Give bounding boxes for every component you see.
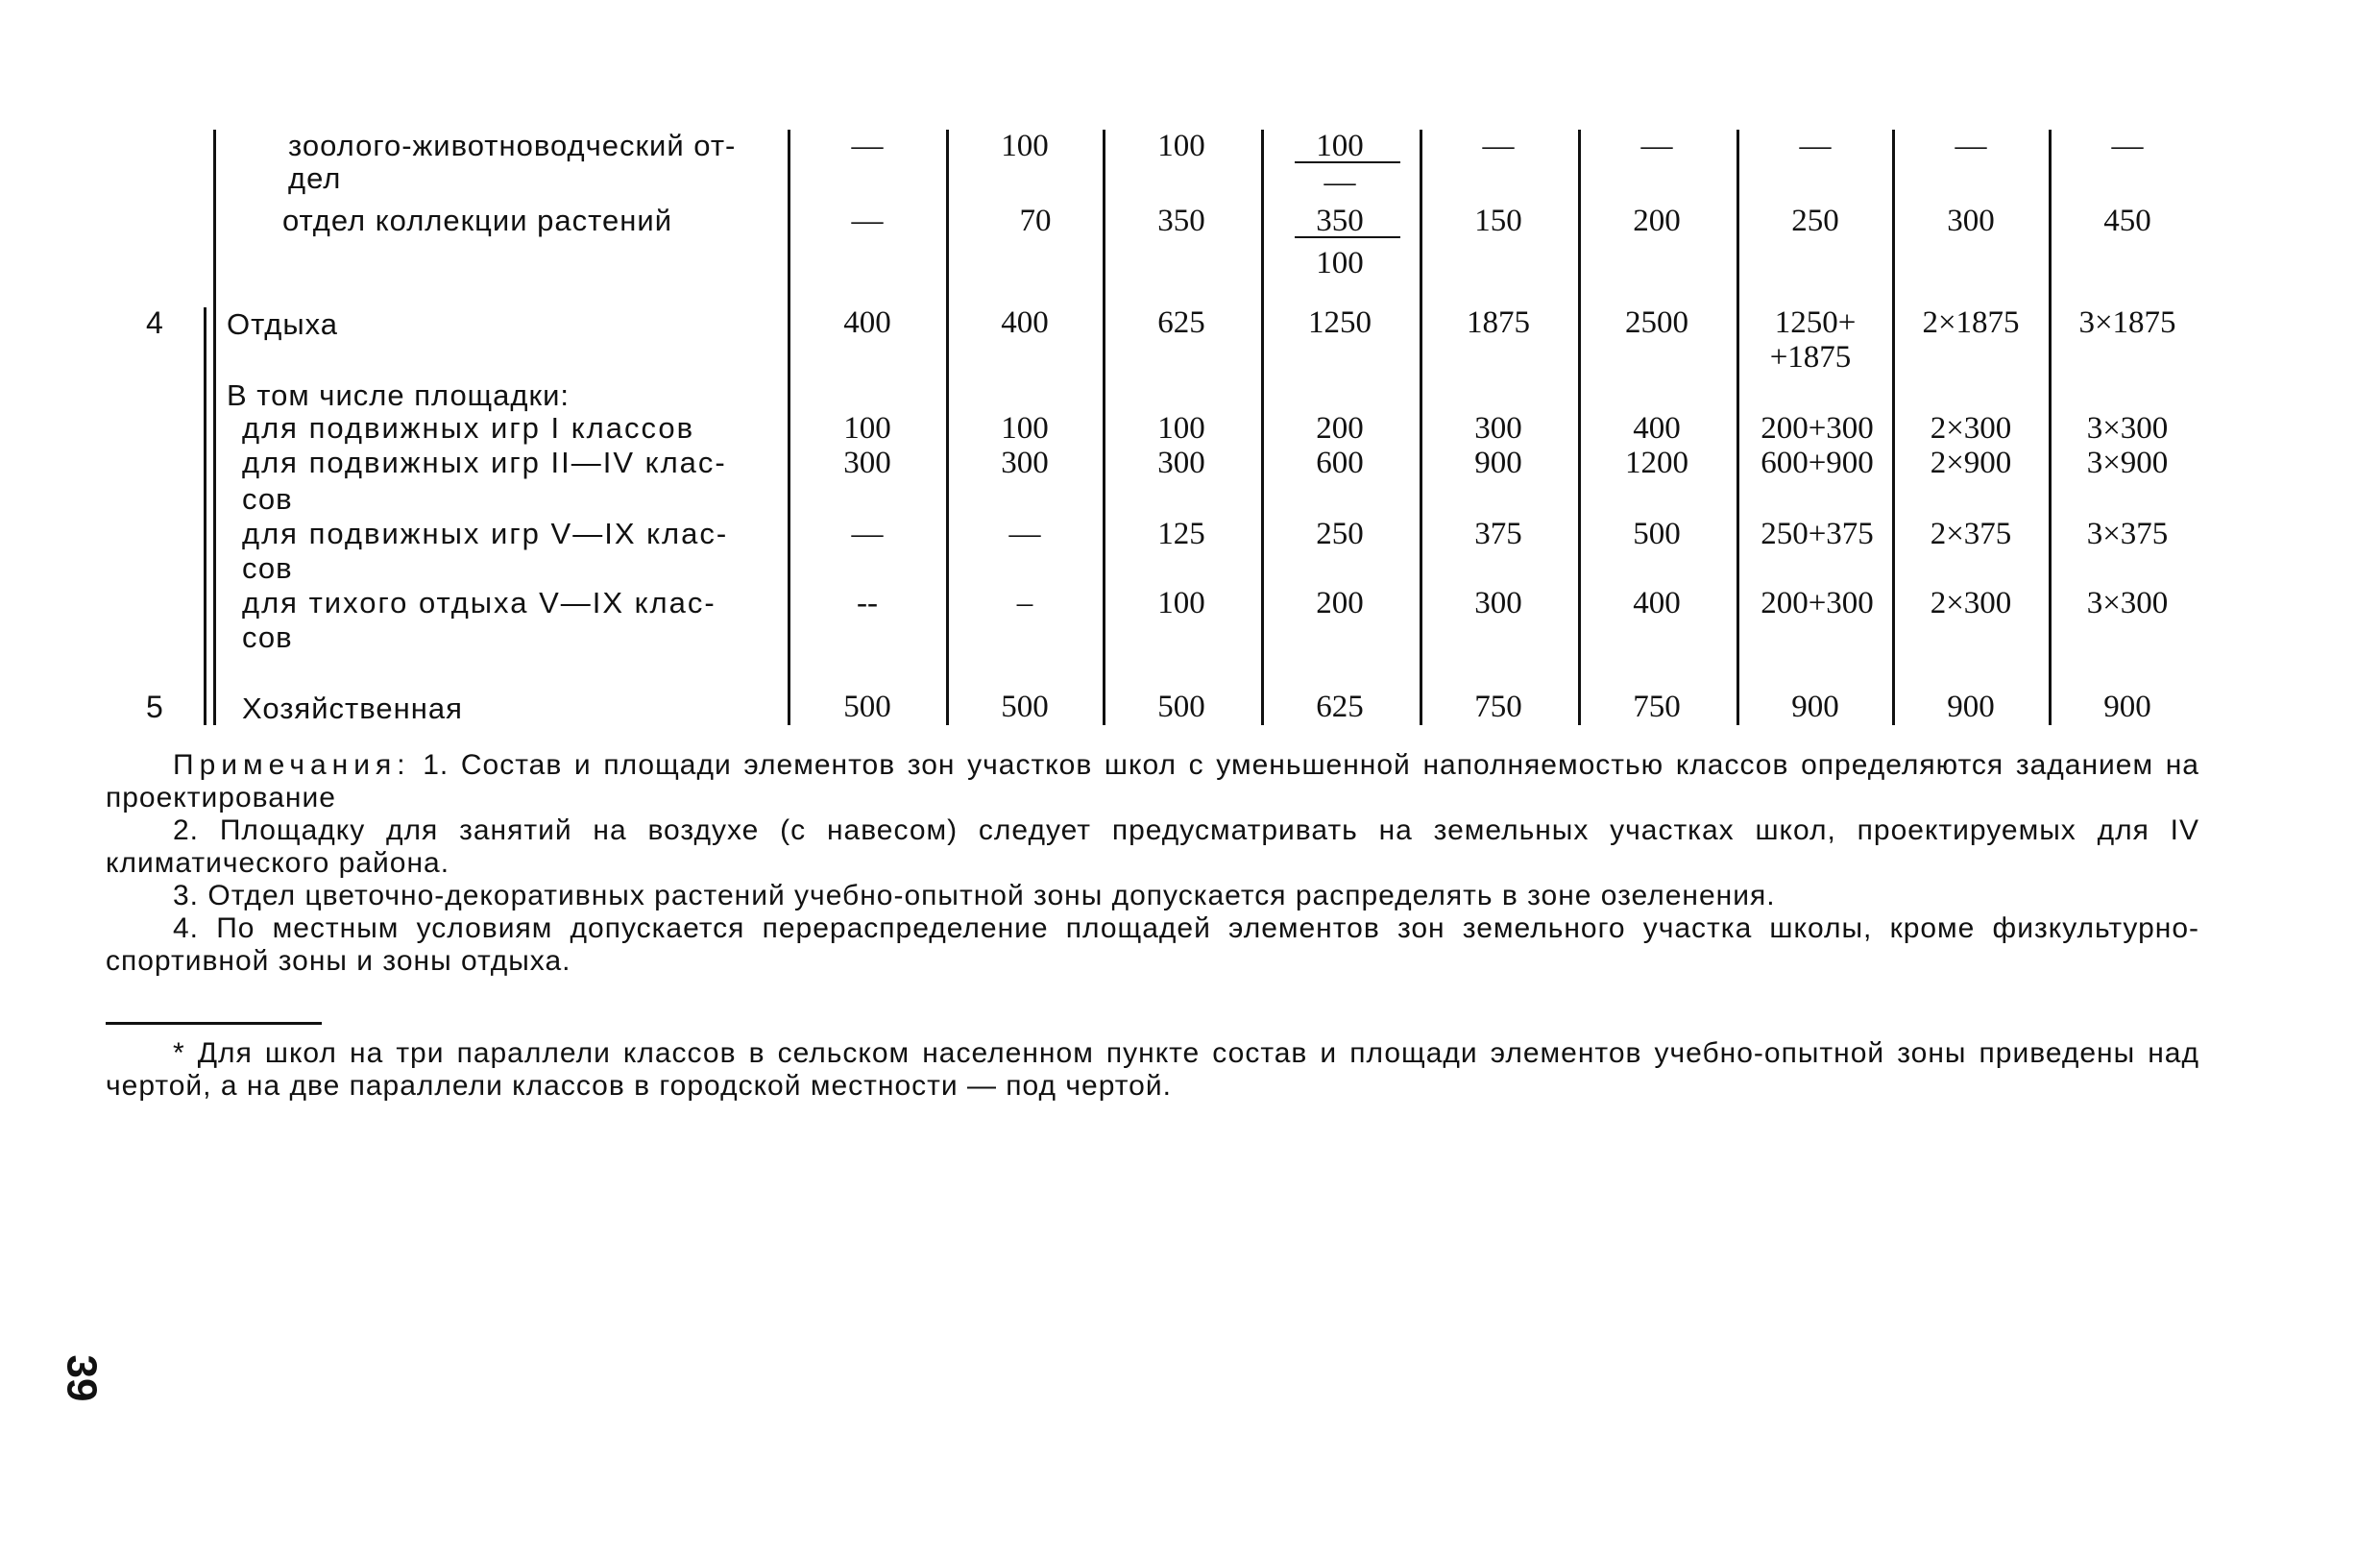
note-2: 2. Площадку для занятий на воздухе (с навесом) следует предусматривать на земельных участках школ, проектируемых для IV климатического района.: [106, 814, 2199, 879]
table-cell: 450: [2103, 204, 2151, 238]
table-cell: 200: [1316, 411, 1364, 446]
table-cell: —: [851, 517, 884, 551]
table-cell: —: [2111, 129, 2144, 163]
table-cell: 750: [1633, 690, 1681, 724]
table-cell: 300: [1474, 411, 1522, 446]
table-cell: 100: [1316, 246, 1364, 280]
table-cell: 2×300: [1930, 411, 2012, 446]
column-rule: [1736, 130, 1739, 725]
table-cell: 500: [1157, 690, 1205, 724]
table-cell: —: [1482, 129, 1515, 163]
row-number: 4: [146, 305, 163, 340]
table-cell: 3×900: [2086, 446, 2169, 480]
notes-block: [106, 749, 2199, 978]
table-cell: 350: [1316, 204, 1364, 238]
table-cell: 2×1875: [1922, 305, 2020, 340]
table-cell: 2×900: [1930, 446, 2012, 480]
table-cell: 1875: [1467, 305, 1530, 340]
table-cell: 300: [843, 446, 891, 480]
row-label: сов: [242, 482, 293, 516]
table-cell: —: [851, 204, 884, 238]
table-cell: 100: [843, 411, 891, 446]
table-cell: 900: [2103, 690, 2151, 724]
table-cell: 500: [843, 690, 891, 724]
table-cell: 350: [1157, 204, 1205, 238]
column-rule: [213, 130, 216, 725]
table-cell: 400: [1633, 411, 1681, 446]
table-cell: 3×300: [2086, 586, 2169, 620]
table-cell: 200: [1316, 586, 1364, 620]
table-cell: 200: [1633, 204, 1681, 238]
table-cell: 400: [1001, 305, 1049, 340]
table-cell: 3×375: [2086, 517, 2169, 551]
column-rule: [1420, 130, 1422, 725]
table-cell: 600+900: [1761, 446, 1874, 480]
table-cell: 625: [1316, 690, 1364, 724]
table-cell: 375: [1474, 517, 1522, 551]
column-rule: [946, 130, 949, 725]
row-label: зоолого-животноводческий от-: [288, 129, 737, 162]
table-cell: 300: [1474, 586, 1522, 620]
table-cell: 300: [1157, 446, 1205, 480]
footnote-text: * Для школ на три параллели классов в сельском населенном пункте состав и площади элементов учебно-опытной зоны приведены над чертой, а на две параллели классов в городской местности — под чертой.: [106, 1037, 2199, 1102]
row-label: для подвижных игр I классов: [242, 411, 695, 445]
table-cell: 2500: [1625, 305, 1688, 340]
table-cell: 250: [1791, 204, 1839, 238]
table-cell: 400: [843, 305, 891, 340]
footnote: [106, 1037, 2199, 1103]
note-1: [106, 749, 2199, 814]
table-cell: 100: [1001, 129, 1049, 163]
table-cell: 2×300: [1930, 586, 2012, 620]
row-label: дел: [288, 161, 342, 195]
column-rule: [2049, 130, 2052, 725]
table-cell: 2×375: [1930, 517, 2012, 551]
table-cell: 500: [1001, 690, 1049, 724]
table-cell: 100: [1157, 411, 1205, 446]
table-cell: —: [851, 129, 884, 163]
table-cell: 500: [1633, 517, 1681, 551]
row-label: для подвижных игр V—IX клас-: [242, 517, 729, 550]
table-cell: 200+300: [1761, 586, 1874, 620]
row-label: В том числе площадки:: [227, 378, 571, 412]
table-cell: 900: [1474, 446, 1522, 480]
row-label: отдел коллекции растений: [282, 204, 673, 237]
table-cell: 100: [1001, 411, 1049, 446]
footnote-rule: [106, 1022, 322, 1025]
notes-heading: Примечания:: [173, 749, 411, 781]
table-cell: 100: [1157, 586, 1205, 620]
table-cell: 200+300: [1761, 411, 1874, 446]
table-cell: 1200: [1625, 446, 1688, 480]
table-cell: 900: [1947, 690, 1995, 724]
table-cell: 1250+: [1774, 305, 1857, 340]
table-cell: 1250: [1308, 305, 1372, 340]
table-cell: 600: [1316, 446, 1364, 480]
row-label: сов: [242, 620, 293, 654]
note-4: 4. По местным условиям допускается перераспределение площадей элементов зон земельного участка школы, кроме физкультурно-спортивной зоны и зоны отдыха.: [106, 912, 2199, 977]
table-cell: +1875: [1769, 340, 1852, 375]
column-rule: [204, 307, 206, 725]
row-label: Хозяйственная: [242, 692, 463, 725]
table-cell: 100: [1316, 129, 1364, 163]
table-cell: 125: [1157, 517, 1205, 551]
row-number: 5: [146, 690, 163, 724]
table-cell: 750: [1474, 690, 1522, 724]
row-label: для тихого отдыха V—IX клас-: [242, 586, 716, 619]
row-label: для подвижных игр II—IV клас-: [242, 446, 727, 479]
table-cell: 3×300: [2086, 411, 2169, 446]
table-cell: —: [1640, 129, 1673, 163]
column-rule: [788, 130, 790, 725]
table-cell: –: [1016, 586, 1033, 620]
row-label: Отдыха: [227, 307, 339, 341]
row-label: сов: [242, 551, 293, 585]
table-cell: —: [1955, 129, 1987, 163]
note-3: 3. Отдел цветочно-декоративных растений учебно-опытной зоны допускается распределять в зоне озеленения.: [173, 880, 1776, 911]
column-rule: [1578, 130, 1581, 725]
page-number: 39: [58, 1354, 106, 1402]
table-cell: 70: [1019, 204, 1052, 238]
table-cell: --: [857, 586, 878, 620]
table-cell: 900: [1791, 690, 1839, 724]
table-cell: 400: [1633, 586, 1681, 620]
table-cell: 300: [1001, 446, 1049, 480]
note-text: 1. Состав и площади элементов зон участков школ с уменьшенной наполняемостью классов определяются заданием на проектирование: [106, 749, 2199, 813]
table-cell: —: [1799, 129, 1832, 163]
table-cell: 3×1875: [2078, 305, 2176, 340]
table-cell: 150: [1474, 204, 1522, 238]
table-cell: 300: [1947, 204, 1995, 238]
table-cell: 250+375: [1761, 517, 1874, 551]
table-cell: —: [1324, 165, 1356, 200]
table-cell: 625: [1157, 305, 1205, 340]
table-cell: —: [1008, 517, 1041, 551]
table-cell: 250: [1316, 517, 1364, 551]
column-rule: [1261, 130, 1264, 725]
table-cell: 100: [1157, 129, 1205, 163]
